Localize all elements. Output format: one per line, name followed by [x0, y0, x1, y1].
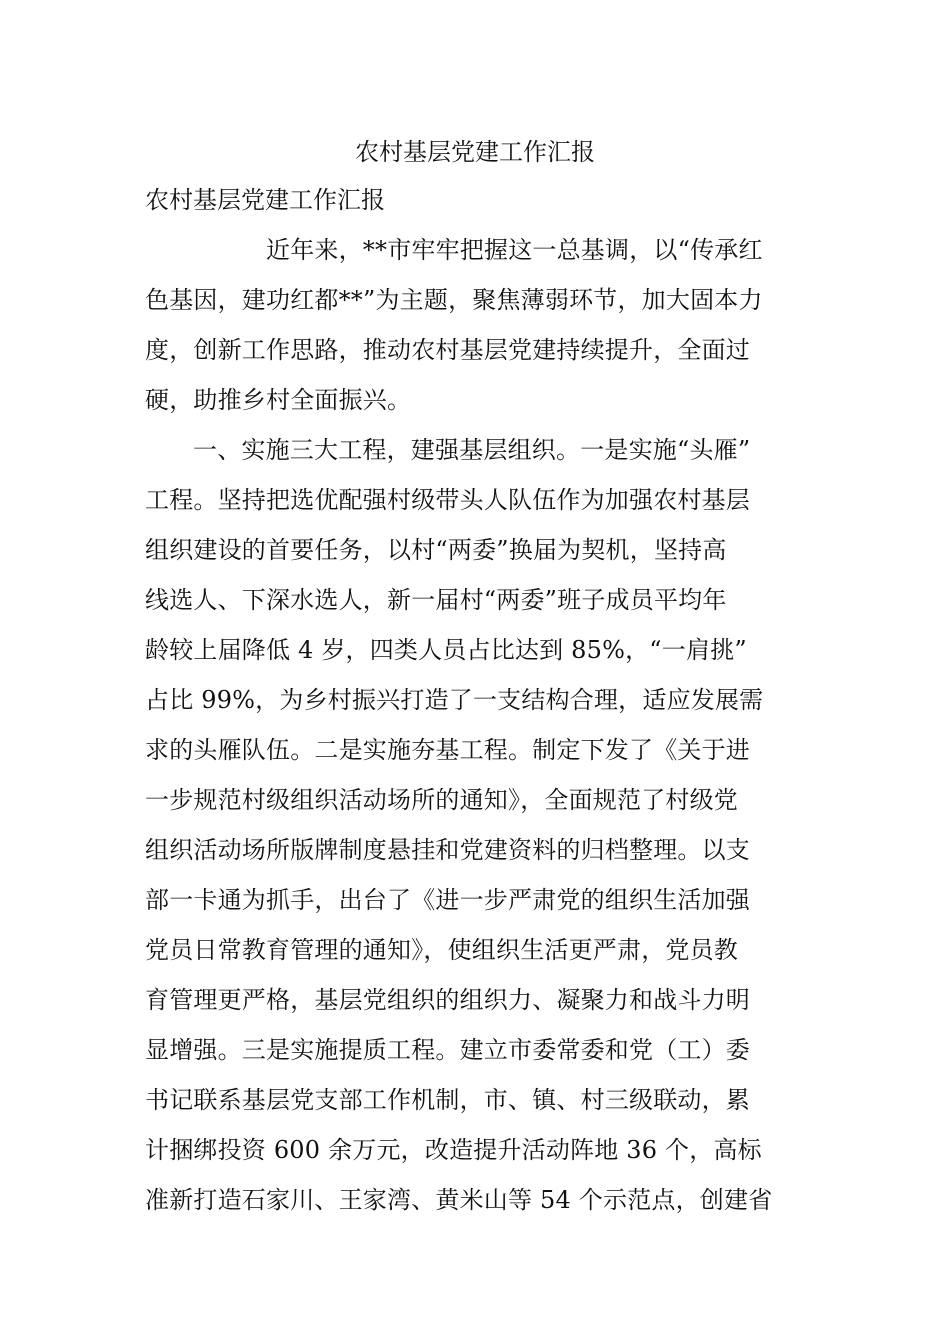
- paragraph-2-line: 一步规范村级组织活动场所的通知》，全面规范了村级党: [145, 786, 738, 814]
- paragraph-1-line: 度，创新工作思路，推动农村基层党建持续提升，全面过: [145, 336, 750, 364]
- paragraph-1-line: 近年来，**市牢牢把握这一总基调，以“传承红: [266, 236, 763, 264]
- paragraph-2-line: 党员日常教育管理的通知》，使组织生活更严肃，党员教: [145, 936, 738, 964]
- document-subtitle: 农村基层党建工作汇报: [145, 186, 385, 214]
- paragraph-1-line: 色基因，建功红都**”为主题，聚焦薄弱环节，加大固本力: [145, 286, 763, 314]
- paragraph-2-line: 书记联系基层党支部工作机制，市、镇、村三级联动，累: [145, 1086, 750, 1114]
- paragraph-1-line: 硬，助推乡村全面振兴。: [145, 386, 412, 414]
- paragraph-2-line: 龄较上届降低 4 岁，四类人员占比达到 85%，“一肩挑”: [145, 636, 747, 664]
- paragraph-2-line: 组织建设的首要任务，以村“两委”换届为契机，坚持高: [145, 536, 727, 564]
- paragraph-2-line: 工程。坚持把选优配强村级带头人队伍作为加强农村基层: [145, 486, 750, 514]
- paragraph-2-line: 部一卡通为抓手，出台了《进一步严肃党的组织生活加强: [145, 886, 750, 914]
- paragraph-2-line: 一、实施三大工程，建强基层组织。一是实施“头雁”: [193, 436, 751, 464]
- paragraph-2-line: 占比 99%，为乡村振兴打造了一支结构合理，适应发展需: [145, 686, 764, 714]
- paragraph-2-line: 计捆绑投资 600 余万元，改造提升活动阵地 36 个，高标: [145, 1136, 762, 1164]
- paragraph-2-line: 线选人、下深水选人，新一届村“两委”班子成员平均年: [145, 586, 727, 614]
- document-title: 农村基层党建工作汇报: [355, 138, 595, 166]
- paragraph-2-line: 求的头雁队伍。二是实施夯基工程。制定下发了《关于进: [145, 736, 750, 764]
- paragraph-2-line: 显增强。三是实施提质工程。建立市委常委和党（工）委: [145, 1036, 750, 1064]
- paragraph-2-line: 组织活动场所版牌制度悬挂和党建资料的归档整理。以支: [145, 836, 750, 864]
- paragraph-2-line: 育管理更严格，基层党组织的组织力、凝聚力和战斗力明: [145, 986, 750, 1014]
- paragraph-2-line: 准新打造石家川、王家湾、黄米山等 54 个示范点，创建省: [145, 1186, 773, 1214]
